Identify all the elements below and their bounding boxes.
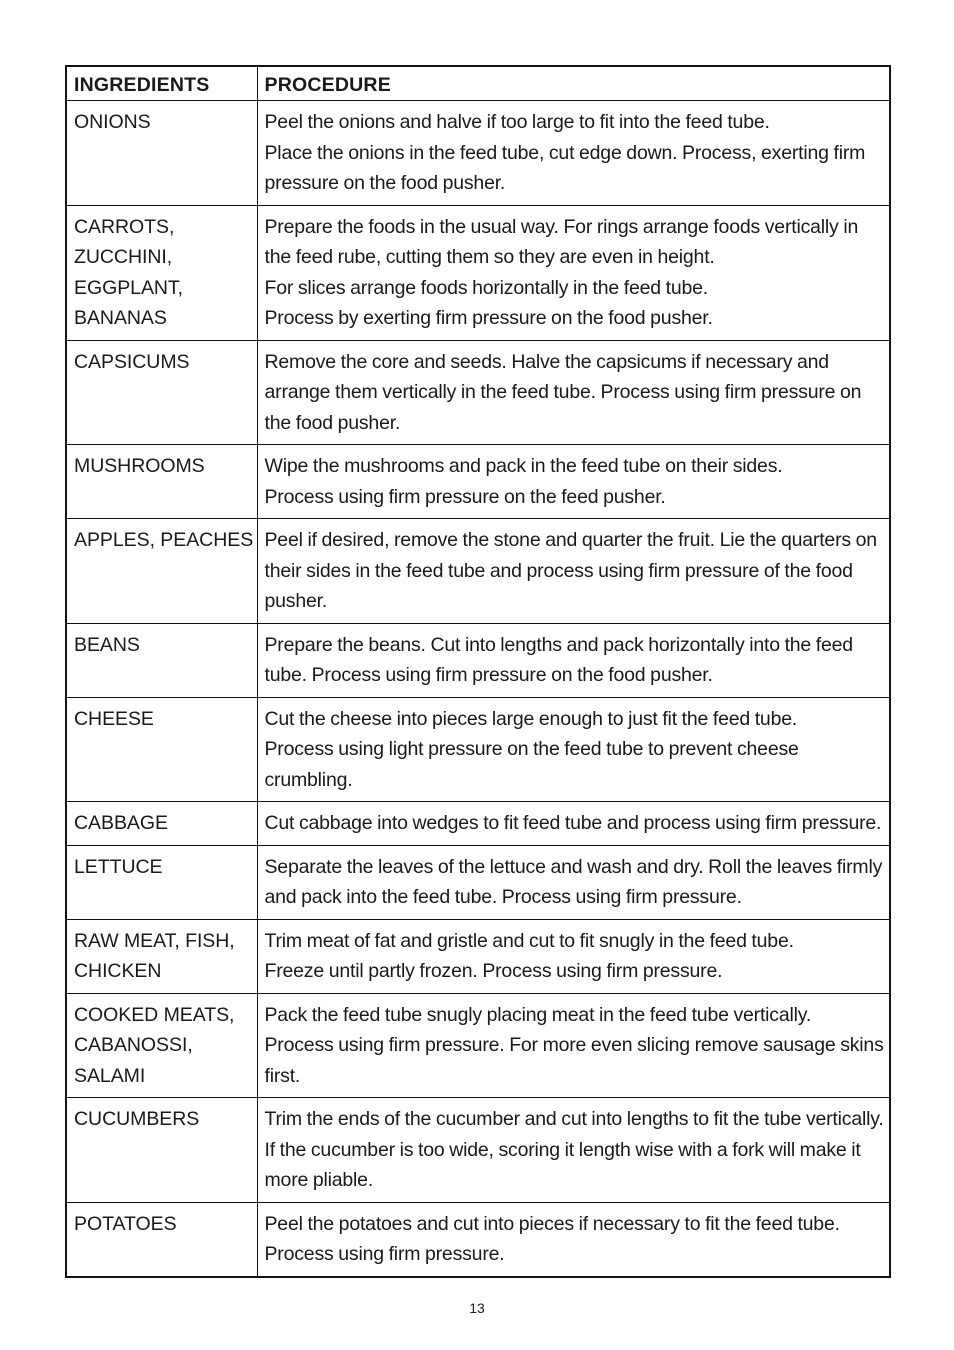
- procedure-cell: Prepare the beans. Cut into lengths and pack horizontally into the feed tube. Process using firm pressure on the food pusher.: [257, 623, 890, 697]
- procedure-cell: Prepare the foods in the usual way. For rings arrange foods vertically in the feed rube, cutting them so they are even in height. For slices arrange foods horizontally in the feed tube. Process by exerting firm pressure on the food pusher.: [257, 205, 890, 340]
- procedure-cell: Peel if desired, remove the stone and quarter the fruit. Lie the quarters on their sides in the feed tube and process using firm pressure of the food pusher.: [257, 519, 890, 624]
- ingredient-cell: ONIONS: [66, 101, 257, 206]
- procedure-cell: Peel the potatoes and cut into pieces if necessary to fit the feed tube. Process using firm pressure.: [257, 1202, 890, 1277]
- ingredient-cell: BEANS: [66, 623, 257, 697]
- ingredient-cell: APPLES, PEACHES: [66, 519, 257, 624]
- procedure-cell: Pack the feed tube snugly placing meat in the feed tube vertically. Process using firm pressure. For more even slicing remove sausage skins first.: [257, 993, 890, 1098]
- table-row: [66, 445, 890, 519]
- ingredient-cell: LETTUCE: [66, 845, 257, 919]
- ingredient-cell: CUCUMBERS: [66, 1098, 257, 1203]
- table-row: [66, 1098, 890, 1203]
- page-number: 13: [469, 1300, 485, 1316]
- ingredients-procedure-table: [65, 65, 891, 1278]
- table-row: [66, 845, 890, 919]
- table-row: [66, 697, 890, 802]
- procedure-cell: Separate the leaves of the lettuce and wash and dry. Roll the leaves firmly and pack into the feed tube. Process using firm pressure.: [257, 845, 890, 919]
- table-row: [66, 1202, 890, 1277]
- ingredient-cell: POTATOES: [66, 1202, 257, 1277]
- procedure-cell: Trim meat of fat and gristle and cut to fit snugly in the feed tube. Freeze until partly frozen. Process using firm pressure.: [257, 919, 890, 993]
- table-header-row: [66, 66, 890, 101]
- table-row: [66, 340, 890, 445]
- procedure-cell: Wipe the mushrooms and pack in the feed tube on their sides. Process using firm pressure on the feed pusher.: [257, 445, 890, 519]
- table-row: [66, 519, 890, 624]
- ingredient-cell: COOKED MEATS, CABANOSSI, SALAMI: [66, 993, 257, 1098]
- procedure-cell: Cut the cheese into pieces large enough to just fit the feed tube. Process using light pressure on the feed tube to prevent cheese crumbling.: [257, 697, 890, 802]
- table-row: [66, 205, 890, 340]
- table-row: [66, 802, 890, 846]
- procedure-cell: Peel the onions and halve if too large to fit into the feed tube. Place the onions in the feed tube, cut edge down. Process, exerting firm pressure on the food pusher.: [257, 101, 890, 206]
- table-row: [66, 101, 890, 206]
- table-row: [66, 919, 890, 993]
- procedure-cell: Remove the core and seeds. Halve the capsicums if necessary and arrange them vertically in the feed tube. Process using firm pressure on the food pusher.: [257, 340, 890, 445]
- header-procedure: PROCEDURE: [257, 66, 890, 101]
- ingredient-cell: CAPSICUMS: [66, 340, 257, 445]
- header-ingredients: INGREDIENTS: [66, 66, 257, 101]
- ingredient-cell: RAW MEAT, FISH, CHICKEN: [66, 919, 257, 993]
- procedure-cell: Cut cabbage into wedges to fit feed tube and process using firm pressure.: [257, 802, 890, 846]
- table-row: [66, 623, 890, 697]
- table-row: [66, 993, 890, 1098]
- ingredient-cell: CARROTS, ZUCCHINI, EGGPLANT, BANANAS: [66, 205, 257, 340]
- ingredient-cell: CABBAGE: [66, 802, 257, 846]
- ingredient-cell: MUSHROOMS: [66, 445, 257, 519]
- procedure-cell: Trim the ends of the cucumber and cut into lengths to fit the tube vertically. If the cucumber is too wide, scoring it length wise with a fork will make it more pliable.: [257, 1098, 890, 1203]
- ingredient-cell: CHEESE: [66, 697, 257, 802]
